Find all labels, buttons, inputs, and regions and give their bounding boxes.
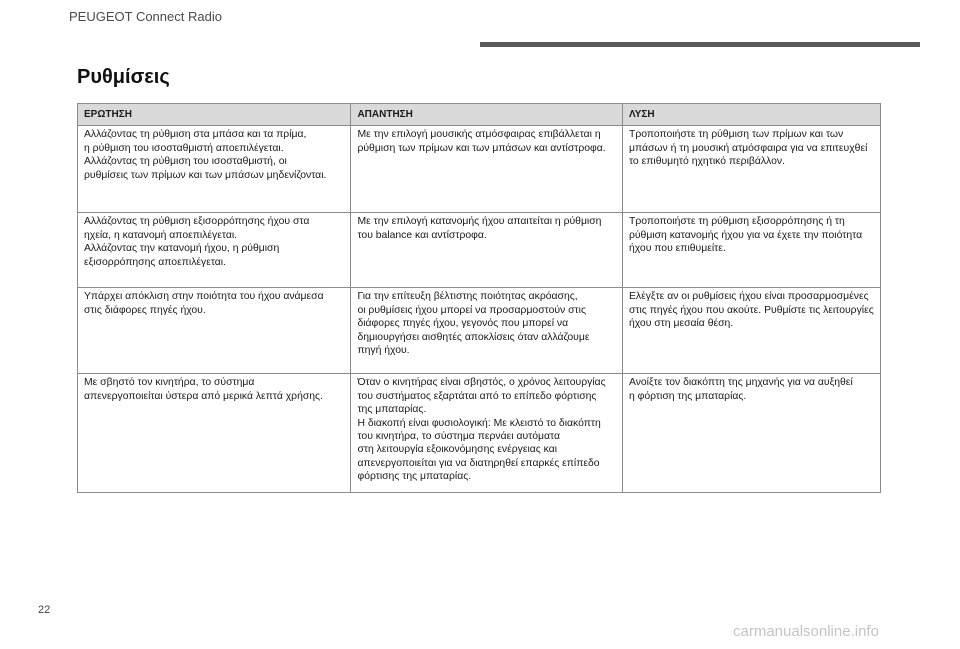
solution-cell: Τροποποιήστε τη ρύθμιση εξισορρόπησης ή τη ρύθμιση κατανομής ήχου για να έχετε την ποιότητα ήχου που επιθυμείτε. <box>622 213 880 288</box>
page-number: 22 <box>38 604 51 616</box>
page-heading: Ρυθμίσεις <box>77 66 170 88</box>
question-cell: Αλλάζοντας τη ρύθμιση εξισορρόπησης ήχου στα ηχεία, η κατανομή αποεπιλέγεται. Αλλάζοντας την κατανομή ήχου, η ρύθμιση εξισορρόπησης αποεπιλέγεται. <box>78 213 351 288</box>
question-cell: Υπάρχει απόκλιση στην ποιότητα του ήχου ανάμεσα στις διάφορες πηγές ήχου. <box>78 288 351 374</box>
watermark-text: carmanualsonline.info <box>733 623 879 640</box>
table-row <box>78 126 881 213</box>
solution-cell: Ανοίξτε τον διακόπτη της μηχανής για να αυξηθεί η φόρτιση της μπαταρίας. <box>622 374 880 493</box>
answer-cell: Όταν ο κινητήρας είναι σβηστός, ο χρόνος λειτουργίας του συστήματος εξαρτάται από το επίπεδο φόρτισης της μπαταρίας. Η διακοπή είναι φυσιολογική: Με κλειστό το διακόπτη του κινητήρα, το σύστημα περνάει αυτόματα στη λειτουργία εξοικονόμησης ενέργειας και απενεργοποιείται για να διατηρηθεί επαρκές επίπεδο φόρτισης της μπαταρίας. <box>351 374 623 493</box>
table-header-row <box>78 104 881 126</box>
answer-cell: Με την επιλογή μουσικής ατμόσφαιρας επιβάλλεται η ρύθμιση των πρίμων και των μπάσων και αντίστροφα. <box>351 126 623 213</box>
solution-cell: Τροποποιήστε τη ρύθμιση των πρίμων και των μπάσων ή τη μουσική ατμόσφαιρα για να επιτευχθεί το επιθυμητό ηχητικό περιβάλλον. <box>622 126 880 213</box>
table-row <box>78 374 881 493</box>
question-cell: Με σβηστό τον κινητήρα, το σύστημα απενεργοποιείται ύστερα από μερικά λεπτά χρήσης. <box>78 374 351 493</box>
answer-cell: Για την επίτευξη βέλτιστης ποιότητας ακρόασης, οι ρυθμίσεις ήχου μπορεί να προσαρμοστούν στις διάφορες πηγές ήχου, γεγονός που μπορεί να δημιουργήσει αισθητές αποκλίσεις όταν αλλάζουμε πηγή ήχου. <box>351 288 623 374</box>
troubleshooting-table <box>77 103 881 493</box>
column-header-answer: ΑΠΑΝΤΗΣΗ <box>351 104 623 126</box>
column-header-question: ΕΡΩΤΗΣΗ <box>78 104 351 126</box>
column-header-solution: ΛΥΣΗ <box>622 104 880 126</box>
table-row <box>78 213 881 288</box>
manual-header-title: PEUGEOT Connect Radio <box>69 9 222 24</box>
solution-cell: Ελέγξτε αν οι ρυθμίσεις ήχου είναι προσαρμοσμένες στις πηγές ήχου που ακούτε. Ρυθμίστε τις λειτουργίες ήχου στη μεσαία θέση. <box>622 288 880 374</box>
header-divider-bar <box>480 42 920 47</box>
answer-cell: Με την επιλογή κατανομής ήχου απαιτείται η ρύθμιση του balance και αντίστροφα. <box>351 213 623 288</box>
table-row <box>78 288 881 374</box>
question-cell: Αλλάζοντας τη ρύθμιση στα μπάσα και τα πρίμα, η ρύθμιση του ισοσταθμιστή αποεπιλέγεται. Αλλάζοντας τη ρύθμιση του ισοσταθμιστή, οι ρυθμίσεις των πρίμων και των μπάσων μηδενίζονται. <box>78 126 351 213</box>
